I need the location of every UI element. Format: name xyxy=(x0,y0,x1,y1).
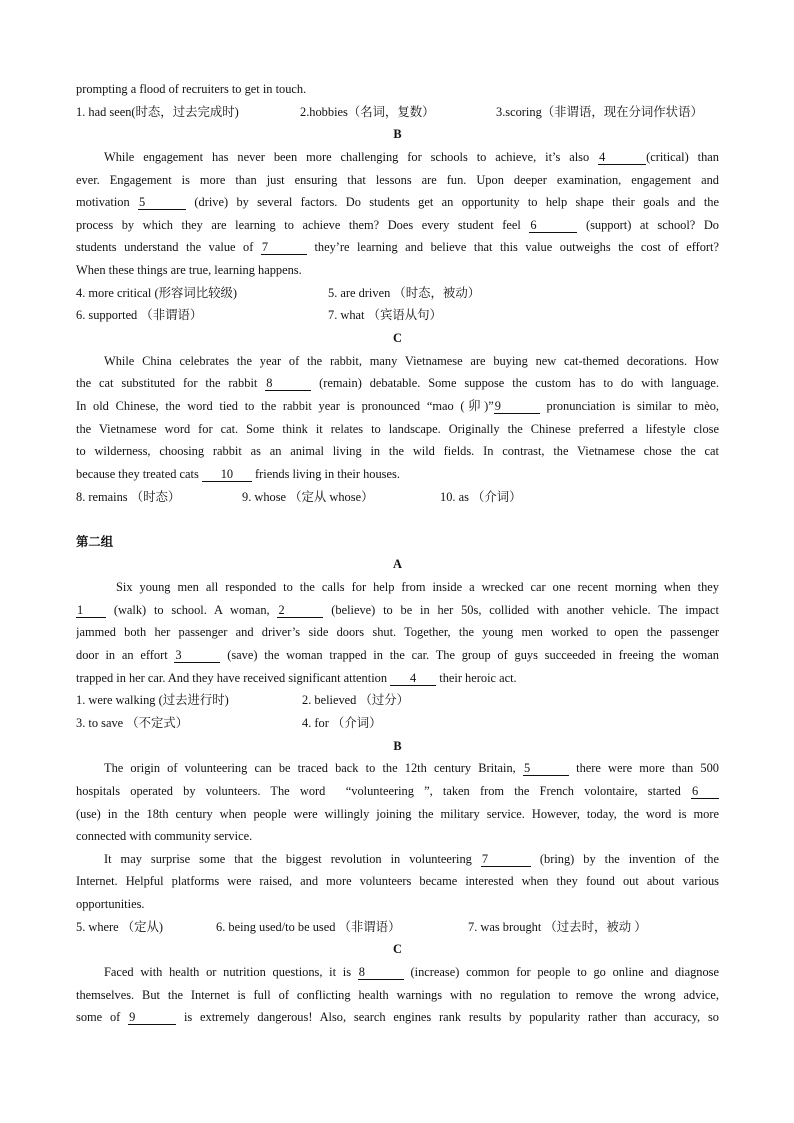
section-heading: C xyxy=(393,942,402,957)
paragraph-line: opportunities. xyxy=(76,897,145,912)
paragraph-line xyxy=(76,146,719,169)
blank-5: 5 xyxy=(138,195,186,210)
paragraph-line xyxy=(76,599,719,622)
answer-row xyxy=(76,304,719,327)
paragraph-line xyxy=(76,848,719,871)
answer-row xyxy=(76,689,719,712)
blank-7: 7 xyxy=(261,240,307,255)
answer-item: 1. were walking (过去进行时) xyxy=(76,693,229,708)
text-span: process by which they are learning to achieve them? Does every student feel xyxy=(76,217,521,232)
text-span: (walk) to school. A woman, xyxy=(113,602,270,617)
document-content xyxy=(76,78,719,1029)
text-span: (support) at school? Do xyxy=(585,217,719,232)
paragraph-line xyxy=(76,395,719,418)
section-heading: B xyxy=(393,738,402,753)
blank-9: 9 xyxy=(494,399,540,414)
paragraph-line xyxy=(76,463,719,486)
text-span: It may surprise some that the biggest revolution in volunteering xyxy=(104,851,472,866)
blank-4: 4 xyxy=(598,150,646,165)
text-span: (believe) to be in her 50s, collided with another vehicle. The impact xyxy=(331,602,719,617)
paragraph-line xyxy=(76,961,719,984)
text-span: some of xyxy=(76,1010,121,1025)
answer-item: 9. whose （定从 whose） xyxy=(242,489,374,504)
answer-item: 4. more critical (形容词比较级) xyxy=(76,285,238,300)
group-title: 第二组 xyxy=(76,534,114,549)
text-span: pronunciation is similar to mèo, xyxy=(546,398,719,413)
text-span: door in an effort xyxy=(76,648,168,663)
answer-row xyxy=(76,101,719,124)
paragraph-line xyxy=(76,1006,719,1029)
paragraph-line: the Vietnamese word for cat. Some think it relates to landscape. Originally the Chinese preferred a lifestyle close xyxy=(76,421,719,436)
text-span: hospitals operated by volunteers. The word “volunteering ”, taken from the French volontaire, started xyxy=(76,783,681,798)
text-span: motivation xyxy=(76,195,130,210)
paragraph-line xyxy=(76,191,719,214)
text-span: the cat substituted for the rabbit xyxy=(76,376,258,391)
paragraph-line: When these things are true, learning happens. xyxy=(76,263,302,278)
paragraph-line: prompting a flood of recruiters to get in touch. xyxy=(76,82,307,96)
paragraph-line: to wilderness, choosing rabbit as an animal living in the wild fields. In contrast, the Vietnamese chose the cat xyxy=(76,444,719,459)
answer-row xyxy=(76,282,719,305)
text-span: is extremely dangerous! Also, search engines rank results by popularity rather than accuracy, so xyxy=(183,1010,719,1025)
paragraph-line: ever. Engagement is more than just ensuring that lessons are fun. Upon deeper examination, engagement and xyxy=(76,172,719,187)
paragraph-line: connected with community service. xyxy=(76,829,253,844)
answer-item: 1. had seen(时态，过去完成时) xyxy=(76,104,239,119)
section-heading: C xyxy=(393,331,402,346)
answer-item: 7. what （宾语从句） xyxy=(328,308,442,323)
answer-item: 5. are driven （时态，被动） xyxy=(328,285,481,300)
answer-item: 6. supported （非谓语） xyxy=(76,308,203,323)
paragraph-line xyxy=(76,214,719,237)
text-span: (drive) by several factors. Do students get an opportunity to help shape their goals and the xyxy=(194,195,719,210)
text-span: In old Chinese, the word tied to the rabbit year is pronounced “mao (卯)” xyxy=(76,398,494,413)
section-heading: A xyxy=(393,557,402,572)
blank-6: 6 xyxy=(691,784,719,799)
paragraph-line: Internet. Helpful platforms were raised, and more volunteers became interested when they found out about various xyxy=(76,874,719,889)
text-span: (bring) by the invention of the xyxy=(539,851,719,866)
text-span: because they treated cats xyxy=(76,466,199,481)
answer-row xyxy=(76,916,719,939)
text-span: The origin of volunteering can be traced back to the 12th century Britain, xyxy=(104,761,516,776)
paragraph-line xyxy=(76,780,719,803)
answer-item: 6. being used/to be used （非谓语） xyxy=(216,919,401,934)
blank-4: 4 xyxy=(390,671,436,686)
text-span: (increase) common for people to go online and diagnose xyxy=(410,964,719,979)
paragraph-line xyxy=(76,644,719,667)
blank-2: 2 xyxy=(277,603,323,618)
paragraph-line: jammed both her passenger and driver’s side doors shut. Together, the young men worked to open the passenger xyxy=(76,625,719,640)
answer-row xyxy=(76,486,719,509)
text-span: trapped in her car. And they have received significant attention xyxy=(76,670,388,685)
text-span: Faced with health or nutrition questions, it is xyxy=(104,964,352,979)
text-span: (critical) than xyxy=(646,149,719,164)
section-heading: B xyxy=(393,127,402,142)
answer-item: 3. to save （不定式） xyxy=(76,715,189,730)
blank-9: 9 xyxy=(128,1010,176,1025)
text-span: (save) the woman trapped in the car. The group of guys succeeded in freeing the woman xyxy=(227,648,719,663)
blank-7: 7 xyxy=(481,852,531,867)
text-span: their heroic act. xyxy=(439,670,517,685)
blank-1: 1 xyxy=(76,603,106,618)
paragraph-line: Six young men all responded to the calls for help from inside a wrecked car one recent morning when they xyxy=(116,580,719,595)
paragraph-line xyxy=(76,372,719,395)
blank-6: 6 xyxy=(529,218,577,233)
text-span: students understand the value of xyxy=(76,240,254,255)
paragraph-line: (use) in the 18th century when people were willingly joining the military service. However, today, the word is more xyxy=(76,806,719,821)
answer-item: 2.hobbies（名词，复数） xyxy=(300,104,435,119)
blank-5: 5 xyxy=(523,761,569,776)
blank-8: 8 xyxy=(358,965,404,980)
answer-row xyxy=(76,712,719,735)
text-span: While engagement has never been more challenging for schools to achieve, it’s also xyxy=(104,149,590,164)
answer-item: 3.scoring（非谓语，现在分词作状语） xyxy=(496,104,703,119)
paragraph-line xyxy=(76,757,719,780)
paragraph-line: themselves. But the Internet is full of conflicting health warnings with no regulation to remove the wrong advice, xyxy=(76,987,719,1002)
answer-item: 4. for （介词） xyxy=(302,715,382,730)
answer-item: 5. where （定从) xyxy=(76,919,164,934)
answer-item: 8. remains （时态） xyxy=(76,489,181,504)
paragraph-line xyxy=(76,667,719,690)
text-span: there were more than 500 xyxy=(576,761,719,776)
blank-10: 10 xyxy=(202,467,252,482)
text-span: they’re learning and believe that this value outweighs the cost of effort? xyxy=(314,240,719,255)
answer-item: 7. was brought （过去时，被动 ） xyxy=(468,919,647,934)
answer-item: 10. as （介词） xyxy=(440,489,522,504)
paragraph-line xyxy=(76,236,719,259)
text-span: (remain) debatable. Some suppose the custom has to do with language. xyxy=(319,376,719,391)
blank-3: 3 xyxy=(174,648,220,663)
blank-8: 8 xyxy=(265,376,311,391)
answer-item: 2. believed （过分） xyxy=(302,693,410,708)
paragraph-line: While China celebrates the year of the rabbit, many Vietnamese are buying new cat-themed decorations. How xyxy=(104,353,719,368)
text-span: friends living in their houses. xyxy=(255,466,400,481)
